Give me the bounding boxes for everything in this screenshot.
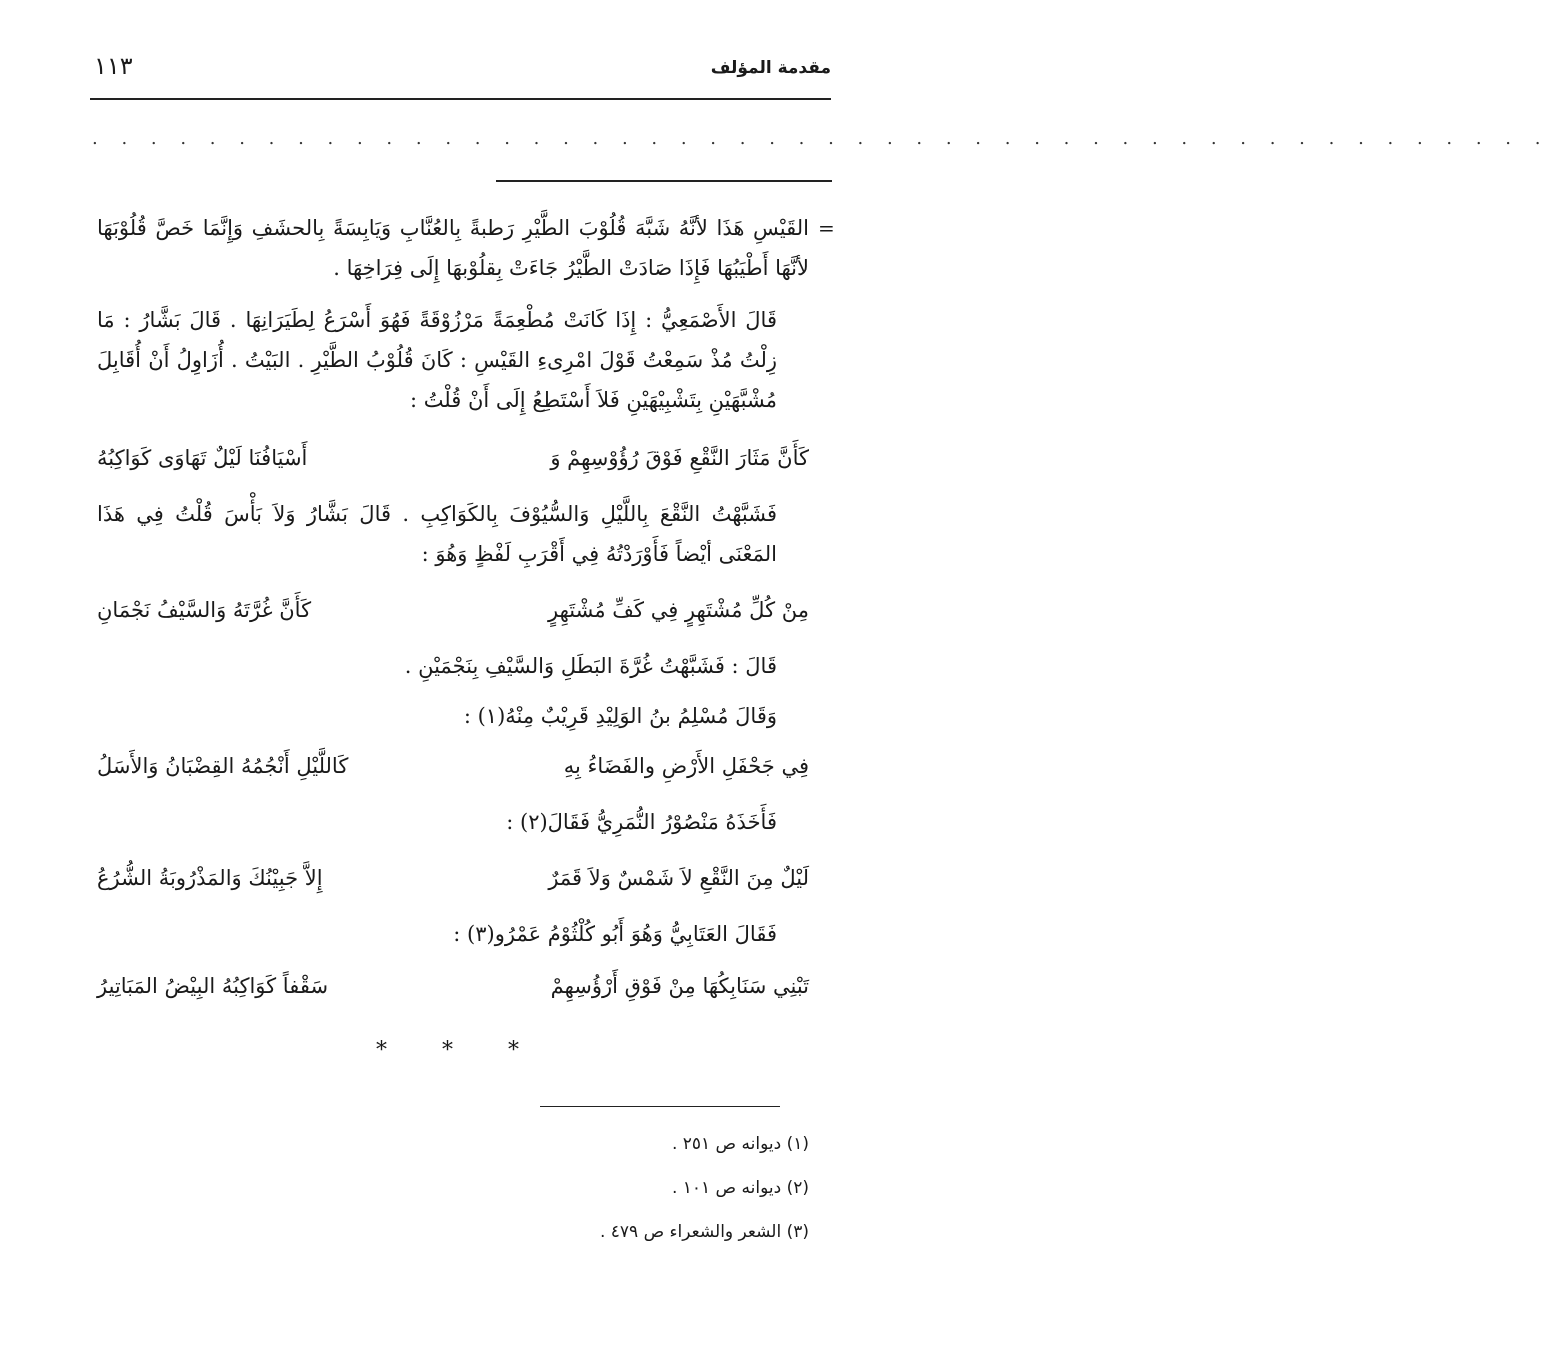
verse-1-second-hemistich: أَسْيَافُنَا لَيْلٌ تَهَاوَى كَوَاكِبُهُ: [97, 446, 308, 470]
page-number: ١١٣: [94, 52, 133, 80]
header-rule: [90, 98, 831, 100]
section-separator: * * *: [376, 1038, 543, 1063]
paragraph-7: فَقَالَ العَتَابِيُّ وَهُوَ أَبُو كُلْثُوْمُ عَمْرُو(٣) :: [453, 922, 777, 946]
paragraph-1: القَيْسِ هَذَا لأنَّهُ شَبَّهَ قُلُوْبَ الطَّيْرِ رَطبةً بِالعُنَّابِ وَيَابِسَةً بِالحشَفِ وَإِنَّمَا خَصَّ قُلُوْبَهَا لأنَّهَا أَطْيَبُهَا فَإِذَا صَادَتْ الطَّيْرُ جَاءَتْ بِقلُوْبهَا إِلَى فِرَاخِهَا .: [97, 216, 809, 280]
verse-2-second-hemistich: كَأَنَّ غُرَّتَهُ وَالسَّيْفُ نَجْمَانِ: [97, 598, 312, 622]
verse-3-second-hemistich: كَاللَّيْلِ أَنْجُمُهُ القِضْبَانُ وَالأَسَلُ: [97, 754, 349, 778]
verse-5-second-hemistich: سَقْفاً كَوَاكِبُهُ البِيْضُ المَبَاتِيرُ: [97, 974, 329, 998]
verse-5: [97, 966, 809, 1006]
paragraph-5: وَقَالَ مُسْلِمُ بنُ الوَلِيْدِ قَرِيْبٌ مِنْهُ(١) :: [463, 704, 777, 728]
footnote-2: (٢) ديوانه ص ١٠١ .: [671, 1178, 809, 1198]
verse-5-first-hemistich: تَبْنِي سَنَابِكُهَا مِنْ فَوْقِ أَرْؤُسِهِمْ: [550, 974, 809, 998]
section-rule: [496, 180, 832, 182]
verse-1-first-hemistich: كَأَنَّ مَثَارَ النَّقْعِ فَوْقَ رُؤُوْسِهِمْ وَ: [550, 446, 809, 470]
verse-3-first-hemistich: فِي جَحْفَلِ الأَرْضِ والفَضَاءُ بِهِ: [563, 754, 809, 778]
ellipsis-row: . . . . . . . . . . . . . . . . . . . . . . . . . . . . . . . . . . . . . . . . . . . . . . . . . .: [92, 128, 1549, 149]
continuation-mark: =: [818, 216, 835, 240]
verse-4: [97, 858, 809, 898]
verse-2: [97, 590, 809, 630]
verse-4-first-hemistich: لَيْلٌ مِنَ النَّقْعِ لاَ شَمْسٌ وَلاَ قَمَرٌ: [548, 866, 809, 890]
verse-2-first-hemistich: مِنْ كُلِّ مُشْتَهِرٍ فِي كَفِّ مُشْتَهِرٍ: [548, 598, 809, 622]
paragraph-2: قَالَ الأَصْمَعِيُّ : إِذَا كَانَتْ مُطْعِمَةً مَرْزُوْقَةً فَهُوَ أَسْرَعُ لِطَيَرَانِهَا . قَالَ بَشَّارُ : مَا زِلْتُ مُذْ سَمِعْتُ قَوْلَ امْرِىءِ القَيْسِ : كَانَ قُلُوْبُ الطَّيْرِ . البَيْتُ . أُزَاوِلُ أَنْ أُقَابِلَ مُشْبَّهَيْنِ بِتَشْبِيْهَيْنِ فَلاَ أَسْتَطِعُ إِلَى أَنْ قُلْتُ :: [97, 308, 777, 412]
running-head-title: مقدمة المؤلف: [710, 58, 831, 78]
paragraph-6: فَأَخَذَهُ مَنْصُوْرُ النُّمَرِيُّ فَقَالَ(٢) :: [506, 810, 777, 834]
paragraph-4: قَالَ : فَشَبَّهْتُ غُرَّةَ البَطَلِ وَالسَّيْفِ بِنَجْمَيْنِ .: [404, 654, 777, 678]
verse-3: [97, 746, 809, 786]
verse-1: [97, 438, 809, 478]
footnote-rule: [540, 1106, 780, 1107]
paragraph-3: فَشَبَّهْتُ النَّقْعَ بِاللَّيْلِ وَالسُّيُوْفَ بِالكَوَاكِبِ . قَالَ بَشَّارُ وَلاَ بَأْسَ قُلْتُ فِي هَذَا المَعْنَى أيْضاً فَأَوْرَدْتُهُ فِي أَقْرَبِ لَفْظٍ وَهُوَ :: [97, 502, 777, 566]
footnote-1: (١) ديوانه ص ٢٥١ .: [671, 1134, 809, 1154]
verse-4-second-hemistich: إِلاَّ جَبِيْنُكَ وَالمَذْرُوبَةُ الشُّرُعُ: [97, 866, 323, 890]
footnote-3: (٣) الشعر والشعراء ص ٤٧٩ .: [599, 1222, 809, 1242]
